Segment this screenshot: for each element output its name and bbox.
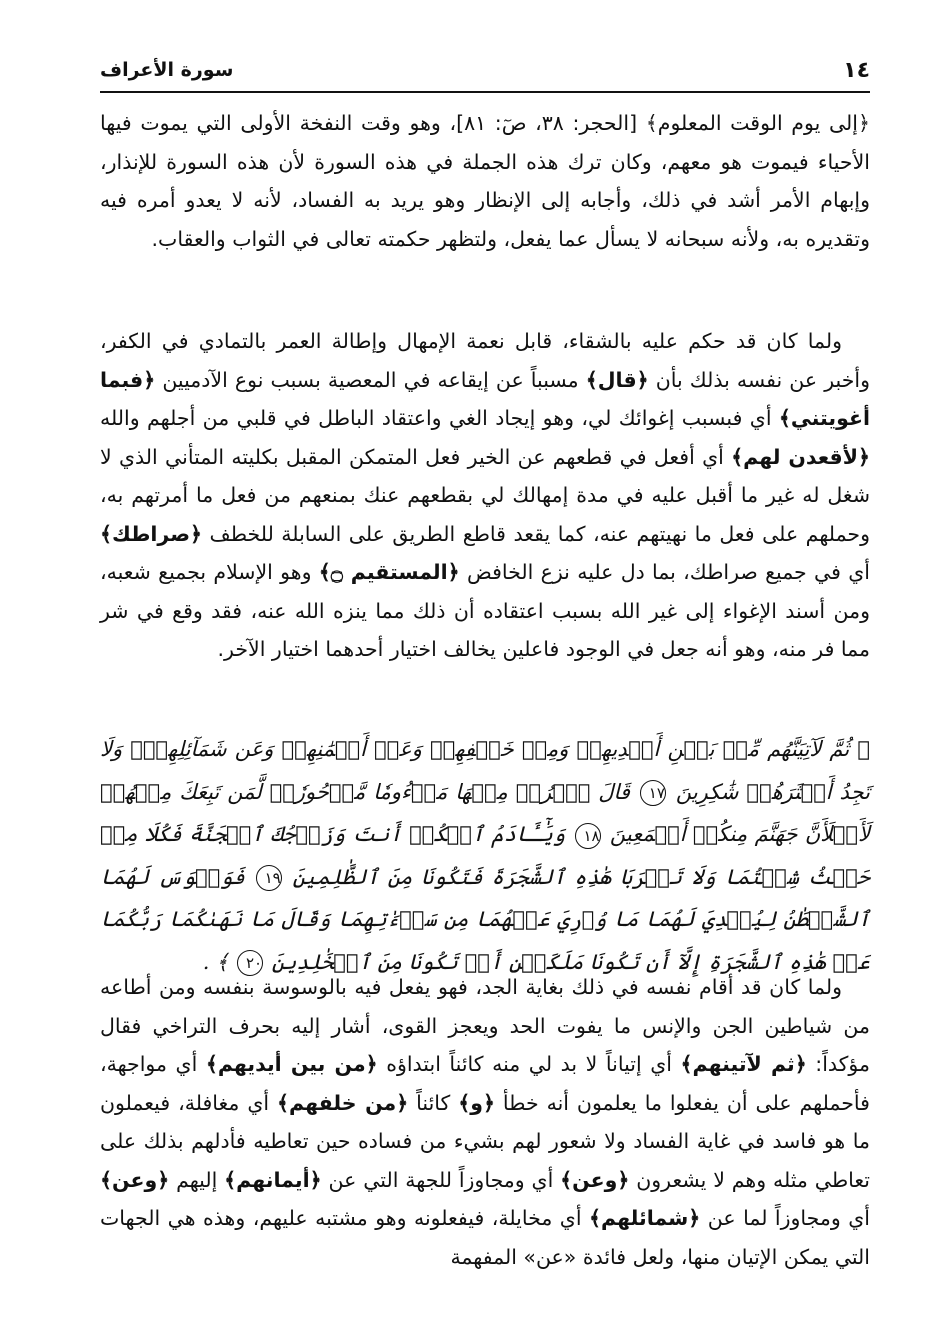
p4-text-3: أي مواجهة، فأحملهم على أن يفعلوا ما يعلمون أنه خطأ — [100, 1052, 870, 1115]
p2-text-6: وهو الإسلام بجميع شعبه، ومن أسند الإغواء إلى غير الله بسبب اعتقاده أن ذلك مما ينزه الله عنه، فقد وقع في شر مما فر منه، وهو أنه جعل في الوجود فاعلين يخالف اختيار أحدهما اختيار الآخر. — [100, 560, 870, 661]
verse-19: وَيَٰٓـَٔادَمُ ٱسۡكُنۡ أَنتَ وَزَوۡجُكَ ٱلۡجَنَّةَ فَكُلَا مِنۡ حَيۡثُ شِئۡتُمَا وَلَا تَقۡرَبَا هَٰذِهِ ٱلشَّجَرَةَ فَتَكُونَا مِنَ ٱلظَّٰلِمِينَ — [100, 822, 870, 889]
quran-open-bracket: ﴿ — [857, 737, 870, 761]
p4-text-4: كائناً — [408, 1090, 459, 1115]
p4-quote-4: ﴿من خلفهم﴾ — [277, 1090, 409, 1115]
paragraph-1-text: ﴿إلى يوم الوقت المعلوم﴾ [الحجر: ٣٨، صٓ: ٨١]، وهو وقت النفخة الأولى التي يموت فيها الأحياء فيموت هو معهم، وكان ترك هذه الجملة في هذه السورة لأن هذه السورة للإنذار، وإبهام الأمر أشد في ذلك، وأجابه إلى الإنظار وهو يريد به الفساد، لأنه لا يعدو أمره فيه وتقديره به، ولأنه سبحانه لا يسأل عما يفعل، ولتظهر حكمته تعالى في الثواب والعقاب. — [100, 111, 870, 251]
page-header — [100, 50, 870, 90]
p2-quote-2: ﴿فبما أغويتني﴾ — [100, 367, 870, 430]
p2-text-3: أي فبسبب إغوائك لي، وهو إيجاد الغي واعتقاد الباطل في قلبي من أجلهم والله — [100, 406, 779, 430]
p4-quote-5: ﴿وعن﴾ — [560, 1167, 630, 1192]
ayah-number-19: ١٩ — [256, 865, 282, 891]
ayah-number-17: ١٧ — [640, 780, 666, 806]
p2-quote-5: ﴿المستقيم ۝﴾ — [318, 560, 460, 584]
header-divider — [100, 91, 870, 93]
paragraph-4 — [100, 968, 870, 1276]
p4-quote-1: ﴿ثم لآتينهم﴾ — [680, 1052, 807, 1076]
paragraph-1 — [100, 104, 870, 258]
p4-quote-7: ﴿وعن﴾ — [100, 1167, 170, 1192]
surah-title: سورة الأعراف — [100, 59, 234, 81]
page-number: ١٤ — [843, 57, 870, 83]
p2-quote-3: ﴿لأقعدن لهم﴾ — [731, 444, 870, 469]
p2-text-4: أي أفعل في قطعهم عن الخير فعل المتمكن المقبل بكليته المتأني الذي لا شغل له غير ما أقبل عليه في مدة إمهالك لي بقطعهم عنك بمنعهم من فعل ما أمرتهم به، وحملهم على فعل ما نهيتهم عنه، كما يقعد قاطع الطريق على السابلة للخطف — [100, 444, 870, 546]
p2-text-1: ولما كان قد حكم عليه بالشقاء، قابل نعمة الإمهال وإطالة العمر بالتمادي في الكفر، وأخبر عن نفسه بذلك بأن — [100, 329, 870, 392]
p2-text-2: مسبباً عن إيقاعه في المعصية بسبب نوع الآدميين — [155, 367, 586, 392]
p2-quote-1: ﴿قال﴾ — [585, 367, 649, 392]
quran-close-bracket: ﴾ . — [202, 949, 229, 974]
ayah-number-20: ٢٠ — [237, 950, 263, 976]
paragraph-2 — [100, 322, 870, 669]
p4-quote-8: ﴿شمائلهم﴾ — [589, 1206, 701, 1230]
p4-text-5: أي مغافلة، فيعملون ما هو فاسد في غاية الفساد ولا شعور لهم بشيء من فساده حين تعاطيه فأدلهم بذلك على تعاطي مثله وهم لا يشعرون — [100, 1090, 871, 1192]
p4-text-2: أي إتياناً لا بد لي منه كائناً ابتداؤه — [377, 1052, 681, 1076]
quran-verses-block — [100, 728, 870, 983]
verse-20: فَوَسۡوَسَ لَهُمَا ٱلشَّيۡطَٰنُ لِيُبۡدِيَ لَهُمَا مَا وُۥرِيَ عَنۡهُمَا مِن سَوۡءَٰتِهِمَا وَقَالَ مَا نَهَىٰكُمَا رَبُّكُمَا عَنۡ هَٰذِهِ ٱلشَّجَرَةِ إِلَّآ أَن تَكُونَا مَلَكَيۡنِ أَوۡ تَكُونَا مِنَ ٱلۡخَٰلِدِينَ — [100, 864, 870, 974]
p4-text-8: أي ومجاوزاً لما عن — [700, 1206, 871, 1230]
p2-text-5: أي في جميع صراطك، بما دل عليه نزع الخافض — [459, 560, 870, 584]
p4-quote-6: ﴿أيمانهم﴾ — [224, 1167, 322, 1192]
p4-text-9: أي مخايلة، فيفعلونه وهو مشتبه عليهم، وهذه هي الجهات التي يمكن الإتيان منها، ولعل فائدة «عن» المفهمة — [100, 1206, 870, 1269]
p4-text-7: إليهم — [169, 1167, 225, 1192]
p4-quote-2: ﴿من بين أيديهم﴾ — [205, 1052, 378, 1076]
verse-18: قَالَ ٱخۡرُجۡ مِنۡهَا مَذۡءُومٗا مَّدۡحُورٗاۖ لَّمَن تَبِعَكَ مِنۡهُمۡ لَأَمۡلَأَنَّ جَهَنَّمَ مِنكُمۡ أَجۡمَعِينَ — [100, 779, 870, 846]
verse-17: ثُمَّ لَآتِيَنَّهُم مِّنۢ بَيۡنِ أَيۡدِيهِمۡ وَمِنۡ خَلۡفِهِمۡ وَعَنۡ أَيۡمَٰنِهِمۡ وَعَن شَمَآئِلِهِمۡۖ وَلَا تَجِدُ أَكۡثَرَهُمۡ شَٰكِرِينَ — [100, 737, 870, 804]
p4-text-6: أي ومجاوزاً للجهة التي عن — [321, 1167, 561, 1192]
p4-quote-3: ﴿و﴾ — [458, 1090, 495, 1115]
p2-quote-4: ﴿صراطك﴾ — [100, 521, 203, 546]
p4-text-1: ولما كان قد أقام نفسه في ذلك بغاية الجد، فهو يفعل فيه بالوسوسة بنفسه ومن أطاعه من شياطين الجن والإنس ما يفوت الحد ويعجز القوى، أشار إليه بحرف التراخي فقال مؤكداً: — [100, 975, 870, 1076]
ayah-number-18: ١٨ — [575, 823, 601, 849]
